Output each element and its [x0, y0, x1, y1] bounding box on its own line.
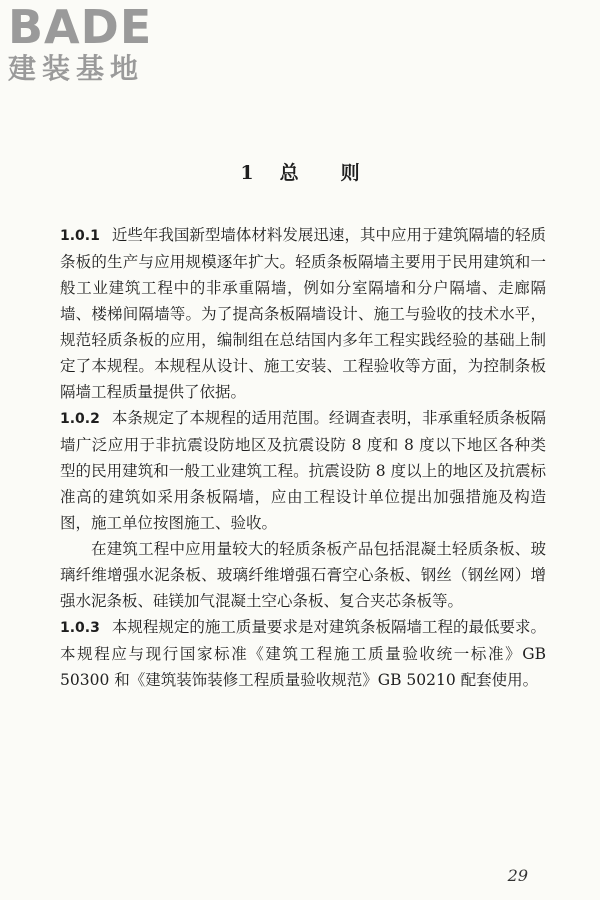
- chapter-title-char-2: 则: [340, 162, 360, 184]
- clause-1-0-2-continuation: 在建筑工程中应用量较大的轻质条板产品包括混凝土轻质条板、玻璃纤维增强水泥条板、玻璃纤维增强石膏空心条板、钢丝（钢丝网）增强水泥条板、硅镁加气混凝土空心条板、复合夹芯条板等。: [60, 540, 546, 610]
- page-number: 29: [507, 866, 528, 885]
- publisher-logo: [8, 2, 183, 86]
- chapter-number: 1: [240, 162, 254, 184]
- clause-number: 1.0.2: [60, 411, 100, 427]
- clause-text: 本条规定了本规程的适用范围。经调查表明，非承重轻质条板隔墙广泛应用于非抗震设防地区及抗震设防 8 度和 8 度以下地区各种类型的民用建筑和一般工业建筑工程。抗震设防 8 度以上的地区及抗震标准高的建筑如采用条板隔墙，应由工程设计单位提出加强措施及构造图，施工单位按图施工、验收。: [60, 409, 546, 532]
- clause-1-0-2: [60, 405, 546, 536]
- clause-text: 本规程规定的施工质量要求是对建筑条板隔墙工程的最低要求。本规程应与现行国家标准《建筑工程施工质量验收统一标准》GB 50300 和《建筑装饰装修工程质量验收规范》GB 50210 配套使用。: [60, 618, 546, 689]
- clause-number: 1.0.1: [60, 228, 100, 244]
- logo-latin-text: BADE: [8, 0, 153, 54]
- clause-1-0-1: [60, 222, 546, 405]
- clause-text: 近些年我国新型墙体材料发展迅速，其中应用于建筑隔墙的轻质条板的生产与应用规模逐年扩大。轻质条板隔墙主要用于民用建筑和一般工业建筑工程中的非承重隔墙，例如分室隔墙和分户隔墙、走廊隔墙、楼梯间隔墙等。为了提高条板隔墙设计、施工与验收的技术水平，规范轻质条板的应用，编制组在总结国内多年工程实践经验的基础上制定了本规程。本规程从设计、施工安装、工程验收等方面，为控制条板隔墙工程质量提供了依据。: [60, 226, 546, 401]
- chapter-body: [60, 222, 546, 693]
- clause-number: 1.0.3: [60, 620, 100, 636]
- chapter-title-char-1: 总: [279, 162, 299, 184]
- logo-chinese-text: 建装基地: [8, 52, 145, 85]
- clause-1-0-3: [60, 614, 546, 693]
- chapter-title: [0, 158, 600, 185]
